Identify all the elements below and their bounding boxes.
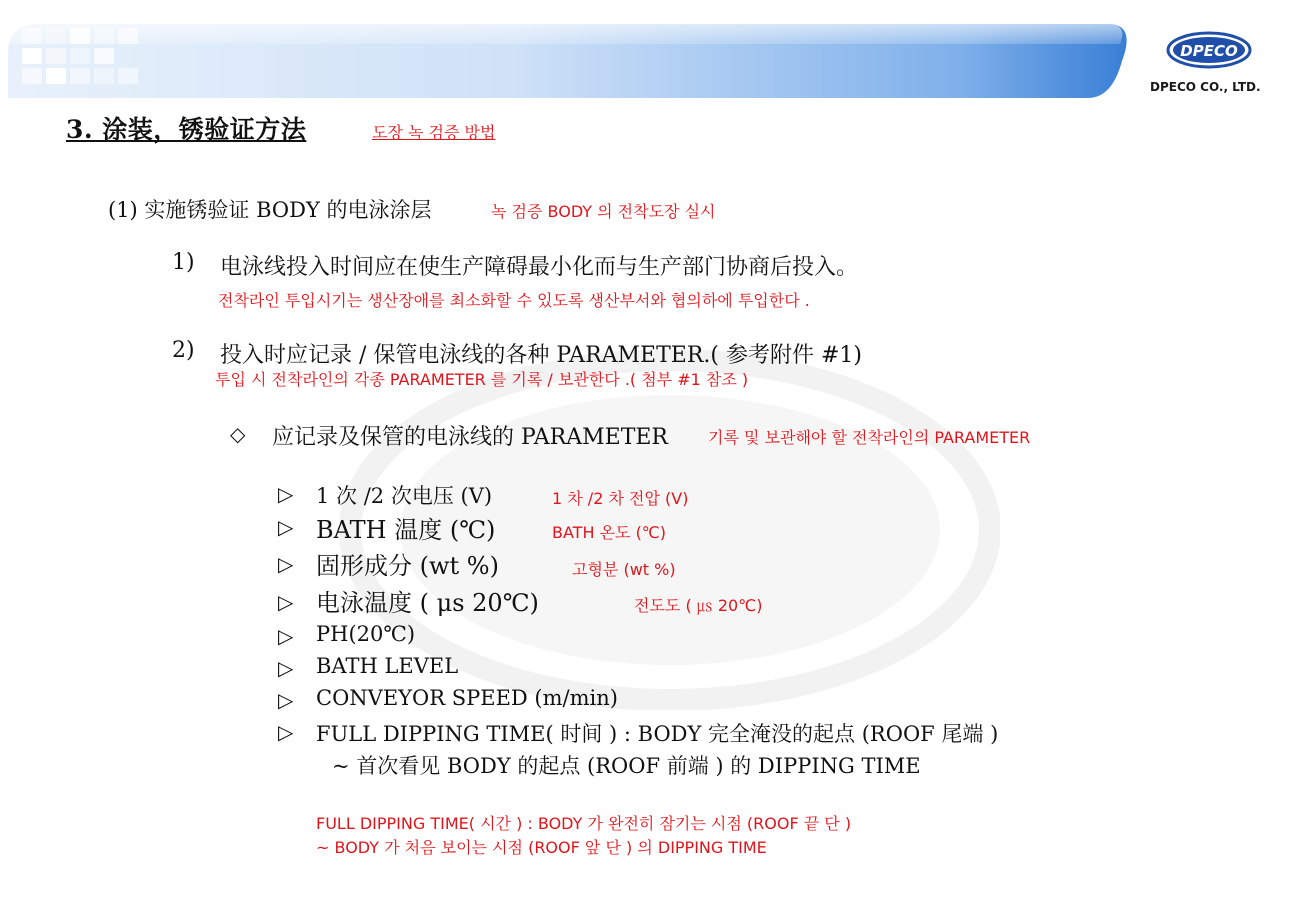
param-item-zh: PH(20℃) — [316, 622, 416, 646]
section-heading-korean: 녹 검증 BODY 의 전착도장 실시 — [491, 202, 716, 221]
header-banner — [8, 24, 1136, 98]
param-item-zh: FULL DIPPING TIME( 时间 ) : BODY 完全淹没的起点 (ROOF 尾端 ) — [316, 722, 999, 746]
triangle-bullet-icon: ▷ — [278, 656, 294, 680]
triangle-bullet-icon: ▷ — [278, 515, 294, 539]
item-2-text: 投入时应记录 / 保管电泳线的各种 PARAMETER.( 参考附件 #1) — [220, 343, 862, 368]
item-2-korean: 투입 시 전착라인의 각종 PARAMETER 를 기록 / 보관한다 .( 첨부 #1 참조 ) — [215, 370, 749, 389]
triangle-bullet-icon: ▷ — [278, 624, 294, 648]
page-title-korean: 도장 녹 검증 방법 — [372, 123, 496, 142]
param-item-zh: 电泳温度 ( μs 20℃) — [316, 589, 539, 617]
svg-text:DPECO: DPECO — [1180, 42, 1238, 60]
param-item-zh: 固形成分 (wt %) — [316, 552, 499, 580]
param-item-zh: CONVEYOR SPEED (m/min) — [316, 686, 618, 710]
item-2-number: 2) — [172, 338, 195, 363]
footnote-line-1: FULL DIPPING TIME( 시간 ) : BODY 가 완전히 잠기는 시점 (ROOF 끝 단 ) — [316, 814, 852, 833]
item-1-korean: 전착라인 투입시기는 생산장애를 최소화할 수 있도록 생산부서와 협의하에 투입한다 . — [218, 291, 810, 310]
item-1-number: 1) — [172, 250, 195, 275]
triangle-bullet-icon: ▷ — [278, 688, 294, 712]
param-item-ko: 고형분 (wt %) — [572, 560, 676, 579]
header-decoration-tiles — [22, 28, 142, 98]
param-item-zh: BATH 温度 (℃) — [316, 516, 496, 544]
param-header-korean: 기록 및 보관해야 할 전착라인의 PARAMETER — [708, 428, 1031, 447]
param-item-ko: 1 차 /2 차 전압 (V) — [552, 489, 689, 508]
triangle-bullet-icon: ▷ — [278, 590, 294, 614]
triangle-bullet-icon: ▷ — [278, 720, 294, 744]
param-header-text: 应记录及保管的电泳线的 PARAMETER — [272, 425, 669, 450]
footnote-line-2: ~ BODY 가 처음 보이는 시점 (ROOF 앞 단 ) 의 DIPPING TIME — [316, 838, 767, 857]
param-continuation: ~ 首次看见 BODY 的起点 (ROOF 前端 ) 的 DIPPING TIME — [332, 754, 921, 778]
param-item-ko: BATH 온도 (℃) — [552, 523, 667, 542]
page-title: 3. 涂装，锈验证方法 — [66, 115, 307, 144]
company-name: DPECO CO., LTD. — [1150, 80, 1261, 94]
diamond-bullet-icon: ◇ — [230, 422, 246, 446]
param-item-zh: BATH LEVEL — [316, 654, 459, 678]
section-heading: (1) 实施锈验证 BODY 的电泳涂层 — [108, 198, 432, 222]
item-1-text: 电泳线投入时间应在使生产障碍最小化而与生产部门协商后投入。 — [220, 255, 859, 280]
param-item-ko: 전도도 ( ㎲ 20℃) — [634, 596, 763, 615]
dpeco-logo — [1166, 30, 1252, 70]
param-item-zh: 1 次 /2 次电压 (V) — [316, 484, 493, 508]
triangle-bullet-icon: ▷ — [278, 552, 294, 576]
triangle-bullet-icon: ▷ — [278, 482, 294, 506]
